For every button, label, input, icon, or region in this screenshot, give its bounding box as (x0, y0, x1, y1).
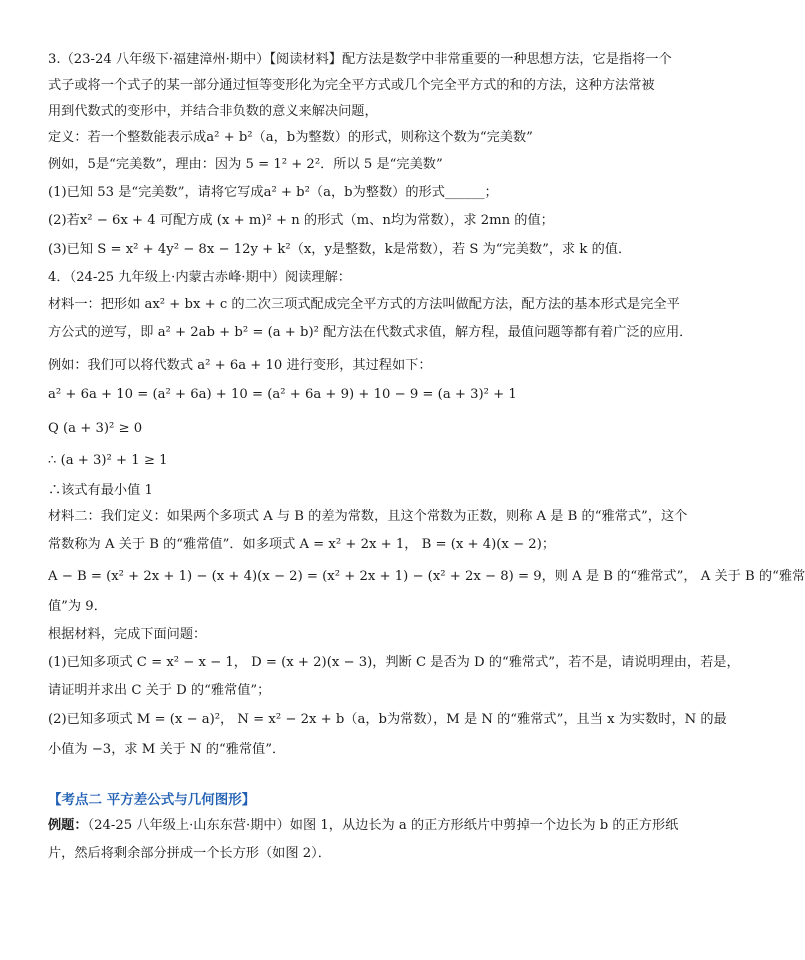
problem4-material2-line2: 常数称为 A 关于 B 的“雅常值”．如多项式 A = x² + 2x + 1， B = (x + 4)(x − 2)； (48, 537, 556, 552)
problem4-material1-line1: 材料一：把形如 ax² + bx + c 的二次三项式配成完全平方式的方法叫做配方法，配方法的基本形式是完全平 (48, 297, 680, 312)
example-text: （24-25 八年级上·山东东营·期中）如图 1，从边长为 a 的正方形纸片中剪掉一个边长为 b 的正方形纸 (87, 818, 679, 833)
problem3-question2: (2)若x² − 6x + 4 可配方成 (x + m)² + n 的形式（m、n均为常数），求 2mn 的值； (48, 213, 554, 228)
problem4-title: 4．（24-25 九年级上·内蒙古赤峰·期中）阅读理解： (48, 270, 351, 285)
problem3-intro-line2: 式子或将一个式子的某一部分通过恒等变形化为完全平方式或几个完全平方式的和的方法，这种方法常被 (48, 78, 655, 93)
section-heading: 【考点二 平方差公式与几何图形】 (48, 792, 256, 808)
problem4-nonnegative: Q (a + 3)² ≥ 0 (48, 421, 143, 436)
problem4-inequality: ∴ (a + 3)² + 1 ≥ 1 (48, 453, 168, 468)
example-line1 (48, 816, 688, 836)
problem4-question1-line1: (1)已知多项式 C = x² − x − 1， D = (x + 2)(x − 3)，判断 C 是否为 D 的“雅常式”，若不是，请说明理由，若是， (48, 655, 740, 670)
example-line2: 片，然后将剩余部分拼成一个长方形（如图 2）． (48, 846, 331, 861)
problem3-definition: 定义：若一个整数能表示成a² + b²（a，b为整数）的形式，则称这个数为“完美数” (48, 130, 533, 145)
problem4-question2-line1: (2)已知多项式 M = (x − a)²， N = x² − 2x + b（a，b为常数），M 是 N 的“雅常式”，且当 x 为实数时，N 的最 (48, 712, 727, 727)
problem4-material2-line3: A − B = (x² + 2x + 1) − (x + 4)(x − 2) = (x² + 2x + 1) − (x² + 2x − 8) = 9，则 A 是 B 的“雅常式”， A 关于 B 的“雅常 (48, 569, 805, 584)
problem4-example-intro: 例如：我们可以将代数式 a² + 6a + 10 进行变形，其过程如下： (48, 358, 432, 373)
problem4-material2-line1: 材料二：我们定义：如果两个多项式 A 与 B 的差为常数，且这个常数为正数，则称 A 是 B 的“雅常式”，这个 (48, 509, 688, 524)
problem4-minimum: ∴该式有最小值 1 (48, 483, 153, 498)
problem3-intro-line1: 3.（23-24 八年级下·福建漳州·期中）【阅读材料】配方法是数学中非常重要的一种思想方法，它是指将一个 (48, 52, 672, 67)
problem4-material2-line4: 值”为 9． (48, 599, 107, 614)
problem4-question1-line2: 请证明并求出 C 关于 D 的“雅常值”； (48, 683, 271, 698)
example-label: 例题： (48, 818, 88, 833)
problem3-question1: (1)已知 53 是“完美数”，请将它写成a² + b²（a，b为整数）的形式______； (48, 185, 498, 200)
problem3-intro-line3: 用到代数式的变形中，并结合非负数的意义来解决问题， (48, 104, 378, 119)
problem4-instructions: 根据材料，完成下面问题： (48, 627, 207, 642)
problem3-question3: (3)已知 S = x² + 4y² − 8x − 12y + k²（x，y是整数，k是常数），若 S 为“完美数”，求 k 的值． (48, 242, 632, 257)
problem4-derivation: a² + 6a + 10 = (a² + 6a) + 10 = (a² + 6a + 9) + 10 − 9 = (a + 3)² + 1 (48, 387, 517, 402)
problem4-material1-line2: 方公式的逆写，即 a² + 2ab + b² = (a + b)² 配方法在代数式求值，解方程，最值问题等都有着广泛的应用． (48, 325, 693, 340)
problem3-example: 例如，5是“完美数”，理由：因为 5 = 1² + 2²．所以 5 是“完美数” (48, 157, 443, 172)
problem4-question2-line2: 小值为 −3，求 M 关于 N 的“雅常值”． (48, 742, 286, 757)
